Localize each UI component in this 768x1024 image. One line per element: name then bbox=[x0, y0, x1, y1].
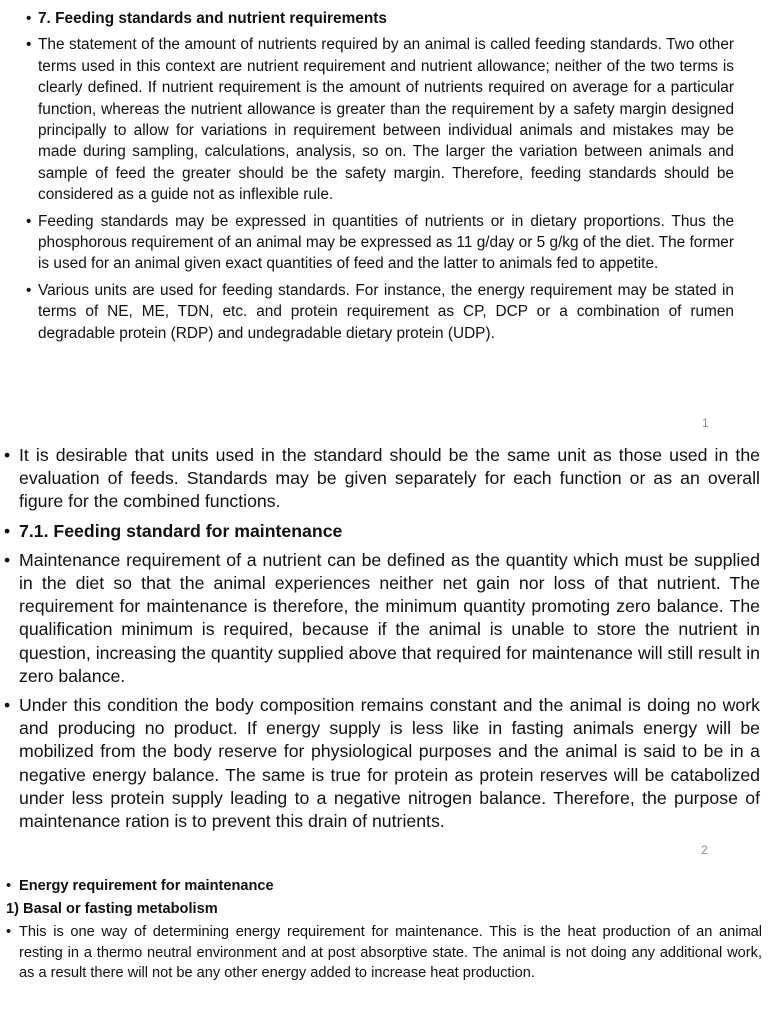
section-heading-feeding-standards: • 7. Feeding standards and nutrient requirements bbox=[38, 8, 734, 29]
section-heading-maintenance: • 7.1. Feeding standard for maintenance bbox=[19, 520, 760, 543]
slide-2 bbox=[0, 444, 768, 857]
paragraph-feeding-standards-units: • Various units are used for feeding standards. For instance, the energy requirement may be stated in terms of NE, ME, TDN, etc. and protein requirement as CP, DCP or a combination of rumen degradable protein (RDP) and undegradable dietary protein (UDP). bbox=[38, 280, 734, 344]
paragraph-basal-metabolism: • This is one way of determining energy requirement for maintenance. This is the heat production of an animal resting in a thermo neutral environment and at post absorptive state. The animal is not doing any additional work, as a result there will not be any other energy added to increase heat production. bbox=[19, 922, 762, 984]
paragraph-maintenance-definition: • Maintenance requirement of a nutrient can be defined as the quantity which must be supplied in the diet so that the animal experiences neither net gain nor loss of that nutrient. The requirement for maintenance is therefore, the minimum quantity promoting zero balance. The qualification minimum is required, because if the animal is unable to store the nutrient in question, increasing the quantity supplied above that required for maintenance will still result in zero balance. bbox=[19, 549, 760, 688]
slide-3 bbox=[0, 876, 768, 986]
slide-1 bbox=[0, 8, 768, 430]
paragraph-feeding-standards-expression: • Feeding standards may be expressed in quantities of nutrients or in dietary proportions. Thus the phosphorous requirement of an animal may be expressed as 11 g/day or 5 g/kg of the diet. The former is used for an animal given exact quantities of feed and the latter to animals fed to appetite. bbox=[38, 211, 734, 275]
page-number: 2 bbox=[701, 843, 708, 857]
paragraph-units-evaluation: • It is desirable that units used in the standard should be the same unit as those used in the evaluation of feeds. Standards may be given separately for each function or as an overall figure for the combined functions. bbox=[19, 444, 760, 514]
subheading-basal-metabolism: 1) Basal or fasting metabolism bbox=[6, 900, 218, 917]
page-number: 1 bbox=[702, 416, 709, 430]
section-heading-energy-requirement: • Energy requirement for maintenance bbox=[19, 876, 762, 897]
paragraph-feeding-standards-definition: • The statement of the amount of nutrients required by an animal is called feeding standards. Two other terms used in this context are nutrient requirement and nutrient allowance; neither of the two terms is clearly defined. If nutrient requirement is the amount of nutrients required on average for a particular function, whereas the nutrient allowance is greater than the requirement by a safety margin designed principally to allow for variations in requirement between individual animals and mistakes may be made during sampling, calculations, analysis, so on. The larger the variation between animals and sample of feed the greater should be the safety margin. Therefore, feeding standards should be considered as a guide not as inflexible rule. bbox=[38, 34, 734, 205]
paragraph-maintenance-balance: • Under this condition the body composition remains constant and the animal is doing no work and producing no product. If energy supply is less like in fasting animals energy will be mobilized from the body reserve for physiological purposes and the animal is said to be in a negative energy balance. The same is true for protein as protein reserves will be catabolized under less protein supply leading to a negative nitrogen balance. Therefore, the purpose of maintenance ration is to prevent this drain of nutrients. bbox=[19, 694, 760, 833]
